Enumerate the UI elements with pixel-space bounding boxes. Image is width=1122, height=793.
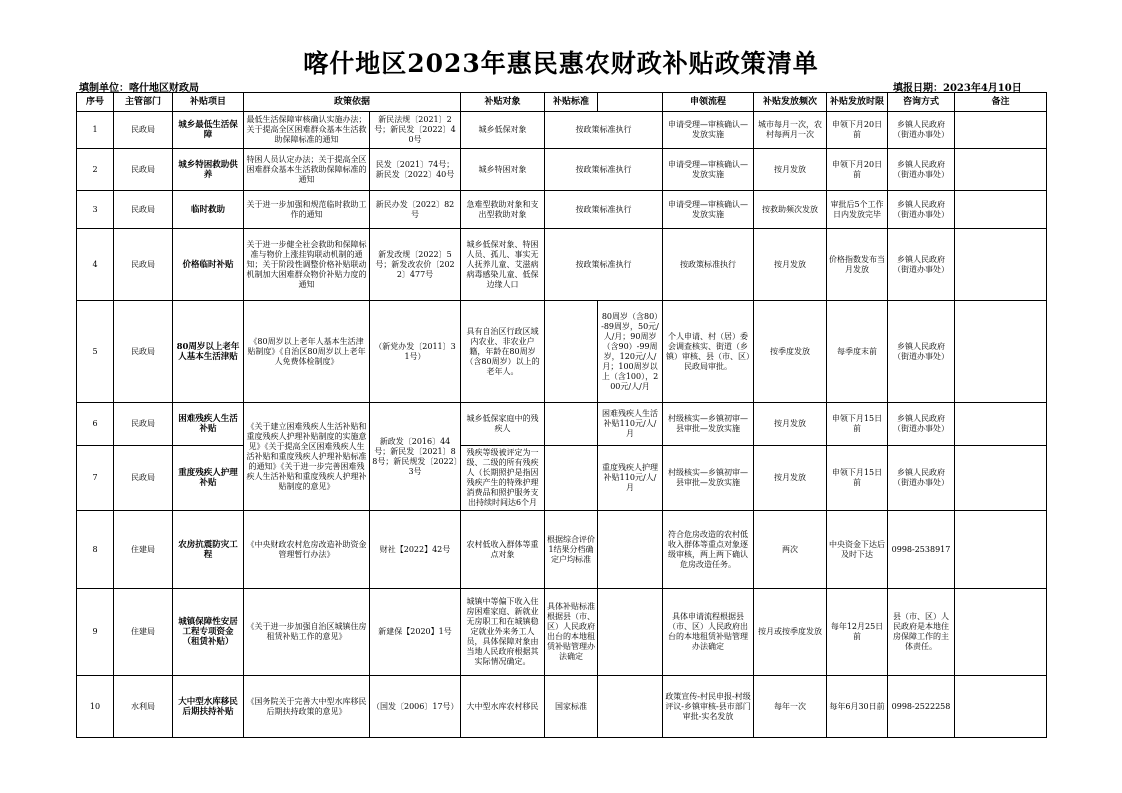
cell-doc: （国发〔2006〕17号） bbox=[370, 676, 461, 738]
cell-dept: 民政局 bbox=[114, 403, 173, 446]
cell-no: 5 bbox=[77, 301, 114, 403]
cell-no: 9 bbox=[77, 589, 114, 676]
cell-basis: 《关于进一步加强自治区城镇住房租赁补贴工作的意见》 bbox=[244, 589, 370, 676]
cell-doc: 民发〔2021〕74号；新民发〔2022〕40号 bbox=[370, 149, 461, 191]
cell-time-limit: 申领下月20日前 bbox=[827, 112, 888, 149]
cell-basis: 《80周岁以上老年人基本生活津贴制度》《自治区80周岁以上老年人免费体检制度》 bbox=[244, 301, 370, 403]
cell-standard-blank bbox=[545, 403, 598, 446]
table-row bbox=[77, 446, 1047, 511]
table-row bbox=[77, 589, 1047, 676]
cell-target: 城乡低保家庭中的残疾人 bbox=[461, 403, 545, 446]
cell-no: 6 bbox=[77, 403, 114, 446]
cell-note bbox=[955, 229, 1047, 301]
cell-target: 残疾等级被评定为一级、二级的所有残疾人（长期照护是指因残疾产生的特殊护理消费品和照护服务支出持续时间达6个月 bbox=[461, 446, 545, 511]
cell-time-limit: 申领下月15日前 bbox=[827, 403, 888, 446]
header-frequency: 补贴发放频次 bbox=[754, 93, 827, 112]
cell-no: 4 bbox=[77, 229, 114, 301]
table-row bbox=[77, 149, 1047, 191]
cell-dept: 住建局 bbox=[114, 511, 173, 589]
cell-item: 大中型水库移民后期扶持补贴 bbox=[173, 676, 244, 738]
cell-item: 困难残疾人生活补贴 bbox=[173, 403, 244, 446]
cell-flow: 按政策标准执行 bbox=[663, 229, 754, 301]
cell-item: 城乡最低生活保障 bbox=[173, 112, 244, 149]
cell-frequency: 按季度发放 bbox=[754, 301, 827, 403]
cell-time-limit: 中央资金下达后及时下达 bbox=[827, 511, 888, 589]
cell-doc: 新民办发〔2022〕82号 bbox=[370, 191, 461, 229]
cell-time-limit: 审批后5个工作日内发放完毕 bbox=[827, 191, 888, 229]
cell-item: 重度残疾人护理补贴 bbox=[173, 446, 244, 511]
cell-doc: 新民法规〔2021〕2号；新民发〔2022〕40号 bbox=[370, 112, 461, 149]
cell-frequency: 按月或按季度发放 bbox=[754, 589, 827, 676]
cell-frequency: 两次 bbox=[754, 511, 827, 589]
cell-standard-blank bbox=[598, 676, 663, 738]
cell-doc: 新建保【2020】1号 bbox=[370, 589, 461, 676]
cell-standard: 根据综合评价1结果分档确定户均标准 bbox=[545, 511, 598, 589]
cell-dept: 民政局 bbox=[114, 446, 173, 511]
cell-standard: 国家标准 bbox=[545, 676, 598, 738]
header-note: 备注 bbox=[955, 93, 1047, 112]
cell-standard-blank bbox=[598, 511, 663, 589]
cell-frequency: 每年一次 bbox=[754, 676, 827, 738]
cell-flow: 村级核实—乡镇初审—县审批—发放实施 bbox=[663, 403, 754, 446]
cell-standard-blank bbox=[598, 589, 663, 676]
table-row bbox=[77, 511, 1047, 589]
cell-time-limit: 每年12月25日前 bbox=[827, 589, 888, 676]
cell-frequency: 按月发放 bbox=[754, 229, 827, 301]
cell-time-limit: 申领下月15日前 bbox=[827, 446, 888, 511]
cell-basis: 关于进一步健全社会救助和保障标准与物价上涨挂钩联动机制的通知；关于阶段性调整价格补贴联动机制加大困难群众物价补贴力度的通知 bbox=[244, 229, 370, 301]
cell-item: 价格临时补贴 bbox=[173, 229, 244, 301]
header-flow: 申领流程 bbox=[663, 93, 754, 112]
cell-no: 3 bbox=[77, 191, 114, 229]
cell-standard: 按政策标准执行 bbox=[545, 149, 663, 191]
cell-frequency: 按月发放 bbox=[754, 446, 827, 511]
table-row bbox=[77, 676, 1047, 738]
cell-standard: 按政策标准执行 bbox=[545, 229, 663, 301]
cell-item: 城乡特困救助供养 bbox=[173, 149, 244, 191]
cell-standard: 困难残疾人生活补贴110元/人/月 bbox=[598, 403, 663, 446]
header-row bbox=[77, 93, 1047, 112]
cell-standard: 重度残疾人护理补贴110元/人/月 bbox=[598, 446, 663, 511]
header-blank bbox=[598, 93, 663, 112]
cell-contact: 乡镇人民政府（街道办事处） bbox=[888, 112, 955, 149]
cell-item: 临时救助 bbox=[173, 191, 244, 229]
header-standard: 补贴标准 bbox=[545, 93, 598, 112]
cell-time-limit: 价格指数发布当月发放 bbox=[827, 229, 888, 301]
cell-standard: 按政策标准执行 bbox=[545, 112, 663, 149]
cell-doc: 新发改规〔2022〕5号；新发改农价〔2022〕477号 bbox=[370, 229, 461, 301]
cell-dept: 民政局 bbox=[114, 301, 173, 403]
header-target: 补贴对象 bbox=[461, 93, 545, 112]
cell-doc: （新党办发〔2011〕31号） bbox=[370, 301, 461, 403]
cell-note bbox=[955, 149, 1047, 191]
cell-target: 大中型水库农村移民 bbox=[461, 676, 545, 738]
cell-note bbox=[955, 511, 1047, 589]
cell-flow: 个人申请、村（居）委会调查核实、街道（乡镇）审核、县（市、区）民政局审批。 bbox=[663, 301, 754, 403]
cell-target: 城乡特困对象 bbox=[461, 149, 545, 191]
cell-frequency: 按月发放 bbox=[754, 403, 827, 446]
cell-doc: 新政发〔2016〕44号；新民发〔2021〕88号；新民规发〔2022〕3号 bbox=[370, 403, 461, 511]
cell-doc: 财社【2022】42号 bbox=[370, 511, 461, 589]
cell-contact: 0998-2538917 bbox=[888, 511, 955, 589]
cell-dept: 民政局 bbox=[114, 191, 173, 229]
report-date: 填报日期：2023年4月10日 bbox=[893, 83, 1022, 94]
cell-frequency: 按月发放 bbox=[754, 149, 827, 191]
cell-note bbox=[955, 191, 1047, 229]
cell-time-limit: 每季度末前 bbox=[827, 301, 888, 403]
cell-dept: 水利局 bbox=[114, 676, 173, 738]
cell-standard: 具体补贴标准根据县（市、区）人民政府出台的本地租赁补贴管理办法确定 bbox=[545, 589, 598, 676]
cell-note bbox=[955, 301, 1047, 403]
cell-basis: 特困人员认定办法；关于提高全区困难群众基本生活救助保障标准的通知 bbox=[244, 149, 370, 191]
cell-standard: 80周岁（含80）-89周岁，50元/人/月；90周岁（含90）-99周岁，120元/人/月；100周岁以上（含100），200元/人/月 bbox=[598, 301, 663, 403]
cell-contact: 乡镇人民政府（街道办事处） bbox=[888, 229, 955, 301]
cell-item: 80周岁以上老年人基本生活津贴 bbox=[173, 301, 244, 403]
cell-flow: 符合危房改造的农村低收入群体等重点对象逐级审核，两上两下确认危房改造任务。 bbox=[663, 511, 754, 589]
cell-basis: 关于进一步加强和规范临时救助工作的通知 bbox=[244, 191, 370, 229]
cell-standard: 按政策标准执行 bbox=[545, 191, 663, 229]
cell-dept: 民政局 bbox=[114, 149, 173, 191]
cell-frequency: 按救助频次发放 bbox=[754, 191, 827, 229]
cell-note bbox=[955, 403, 1047, 446]
cell-contact: 乡镇人民政府（街道办事处） bbox=[888, 301, 955, 403]
table-row bbox=[77, 229, 1047, 301]
header-time-limit: 补贴发放时限 bbox=[827, 93, 888, 112]
cell-note bbox=[955, 446, 1047, 511]
cell-standard-blank bbox=[545, 301, 598, 403]
cell-dept: 住建局 bbox=[114, 589, 173, 676]
cell-note bbox=[955, 589, 1047, 676]
cell-note bbox=[955, 112, 1047, 149]
header-item: 补贴项目 bbox=[173, 93, 244, 112]
cell-frequency: 城市每月一次，农村每两月一次 bbox=[754, 112, 827, 149]
cell-contact: 0998-2522258 bbox=[888, 676, 955, 738]
subsidy-policy-table bbox=[76, 92, 1047, 738]
cell-no: 10 bbox=[77, 676, 114, 738]
cell-standard-blank bbox=[545, 446, 598, 511]
cell-target: 农村低收入群体等重点对象 bbox=[461, 511, 545, 589]
cell-note bbox=[955, 676, 1047, 738]
table-row bbox=[77, 191, 1047, 229]
cell-no: 7 bbox=[77, 446, 114, 511]
cell-basis: 《中央财政农村危房改造补助资金管理暂行办法》 bbox=[244, 511, 370, 589]
cell-dept: 民政局 bbox=[114, 229, 173, 301]
cell-contact: 乡镇人民政府（街道办事处） bbox=[888, 149, 955, 191]
cell-no: 1 bbox=[77, 112, 114, 149]
cell-flow: 申请受理—审核确认—发放实施 bbox=[663, 112, 754, 149]
cell-target: 城乡低保对象 bbox=[461, 112, 545, 149]
cell-contact: 乡镇人民政府（街道办事处） bbox=[888, 403, 955, 446]
cell-no: 8 bbox=[77, 511, 114, 589]
cell-time-limit: 申领下月20日前 bbox=[827, 149, 888, 191]
table-row bbox=[77, 301, 1047, 403]
header-no: 序号 bbox=[77, 93, 114, 112]
cell-item: 城镇保障性安居工程专项资金（租赁补贴） bbox=[173, 589, 244, 676]
cell-flow: 申请受理—审核确认—发放实施 bbox=[663, 149, 754, 191]
cell-target: 具有自治区行政区域内农业、非农业户籍，年龄在80周岁（含80周岁）以上的老年人。 bbox=[461, 301, 545, 403]
cell-basis: 《国务院关于完善大中型水库移民后期扶持政策的意见》 bbox=[244, 676, 370, 738]
cell-time-limit: 每年6月30日前 bbox=[827, 676, 888, 738]
header-basis: 政策依据 bbox=[244, 93, 461, 112]
cell-no: 2 bbox=[77, 149, 114, 191]
table-row bbox=[77, 112, 1047, 149]
cell-flow: 村级核实—乡镇初审—县审批—发放实施 bbox=[663, 446, 754, 511]
header-dept: 主管部门 bbox=[114, 93, 173, 112]
cell-item: 农房抗震防灾工程 bbox=[173, 511, 244, 589]
cell-contact: 乡镇人民政府（街道办事处） bbox=[888, 191, 955, 229]
document-title: 喀什地区2023年惠民惠农财政补贴政策清单 bbox=[303, 49, 819, 78]
cell-target: 城乡低保对象、特困人员、孤儿、事实无人抚养儿童、艾滋病病毒感染儿童、低保边缘人口 bbox=[461, 229, 545, 301]
header-contact: 咨询方式 bbox=[888, 93, 955, 112]
cell-flow: 具体申请流程根据县（市、区）人民政府出台的本地租赁补贴管理办法确定 bbox=[663, 589, 754, 676]
cell-basis: 《关于建立困难残疾人生活补贴和重度残疾人护理补贴制度的实施意见》《关于提高全区困难残疾人生活补贴和重度残疾人护理补贴标准的通知》《关于进一步完善困难残疾人生活补贴和重度残疾人护理补贴制度的意见》 bbox=[244, 403, 370, 511]
cell-dept: 民政局 bbox=[114, 112, 173, 149]
cell-basis: 最低生活保障审核确认实施办法；关于提高全区困难群众基本生活救助保障标准的通知 bbox=[244, 112, 370, 149]
table-row bbox=[77, 403, 1047, 446]
cell-contact: 县（市、区）人民政府是本地住房保障工作的主体责任。 bbox=[888, 589, 955, 676]
cell-contact: 乡镇人民政府（街道办事处） bbox=[888, 446, 955, 511]
cell-flow: 申请受理—审核确认—发放实施 bbox=[663, 191, 754, 229]
cell-target: 急难型救助对象和支出型救助对象 bbox=[461, 191, 545, 229]
compiled-by: 填制单位：喀什地区财政局 bbox=[79, 83, 199, 94]
cell-target: 城镇中等偏下收入住房困难家庭、新就业无房职工和在城镇稳定就业外来务工人员，具体保障对象由当地人民政府根据其实际情况确定。 bbox=[461, 589, 545, 676]
cell-flow: 政策宣传-村民申报-村级评议-乡镇审核-县市部门审批-实名发放 bbox=[663, 676, 754, 738]
